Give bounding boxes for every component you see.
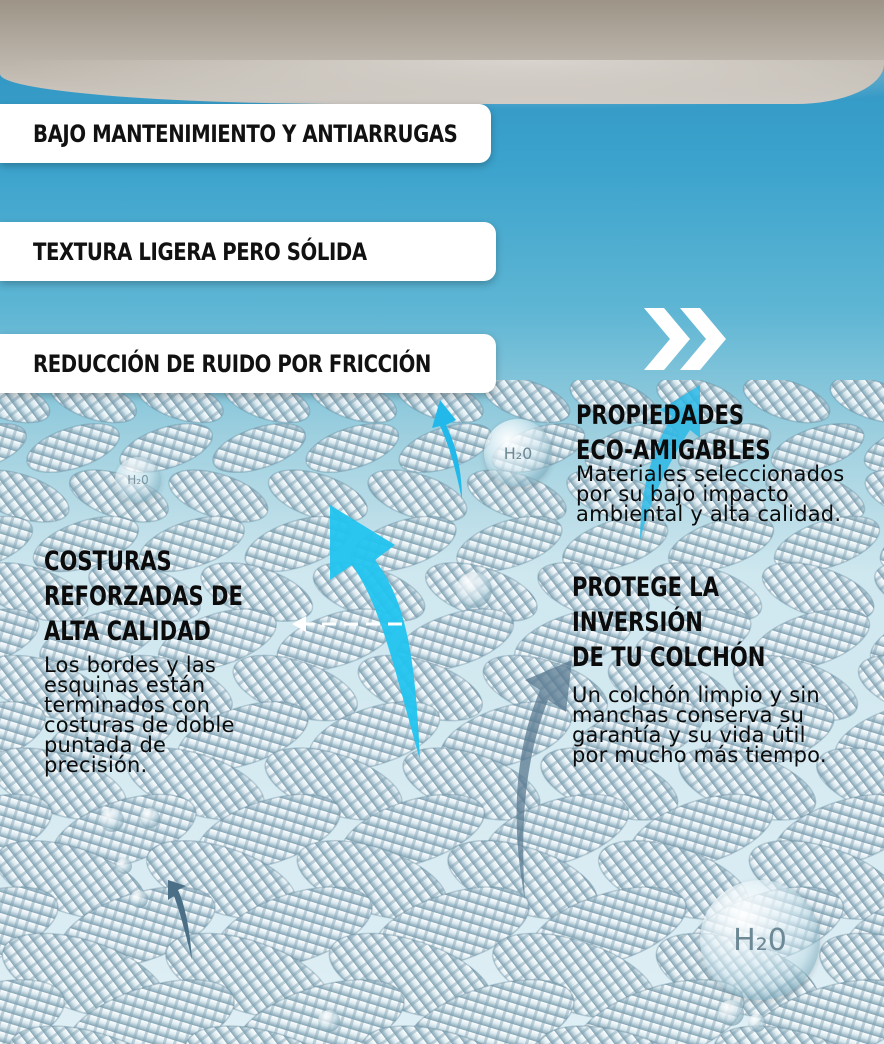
arrow-up-icon <box>517 660 572 900</box>
pill-label: REDUCCIÓN DE RUIDO POR FRICCIÓN <box>33 349 431 378</box>
water-molecule-bubble: H₂0 <box>700 880 820 1000</box>
water-drop-icon <box>130 890 148 908</box>
feature-title: PROTEGE LA INVERSIÓN DE TU COLCHÓN <box>572 572 766 673</box>
feature-description: Los bordes y las esquinas están terminados con costuras de doble puntada de precisión. <box>44 653 235 777</box>
water-drop-icon <box>140 808 160 828</box>
feature-eco-friendly <box>576 398 876 524</box>
feature-title: COSTURAS REFORZADAS DE ALTA CALIDAD <box>44 546 243 647</box>
arrow-up-icon <box>432 400 462 500</box>
arrow-up-icon <box>168 880 192 960</box>
water-molecule-bubble: H₂0 <box>115 457 161 503</box>
water-drop-icon <box>100 808 124 832</box>
water-drop-icon <box>318 1010 340 1032</box>
feature-description: Un colchón limpio y sin manchas conserva su garantía y su vida útil por mucho más tiempo. <box>572 683 827 767</box>
feature-protect-investment <box>572 570 872 765</box>
water-drop-icon <box>748 1014 766 1032</box>
pill-label: TEXTURA LIGERA PERO SÓLIDA <box>33 237 367 266</box>
water-drop-icon <box>116 858 132 874</box>
feature-title: PROPIEDADES ECO-AMIGABLES <box>576 400 771 466</box>
feature-description: Materiales seleccionados por su bajo impacto ambiental y alta calidad. <box>576 462 845 526</box>
arrow-up-icon <box>330 505 420 760</box>
water-drop-icon <box>456 572 492 608</box>
water-molecule-bubble: H₂0 <box>484 419 552 487</box>
pill-label: BAJO MANTENIMIENTO Y ANTIARRUGAS <box>33 119 458 148</box>
feature-reinforced-seams <box>44 544 284 775</box>
water-drop-icon <box>718 1000 744 1026</box>
